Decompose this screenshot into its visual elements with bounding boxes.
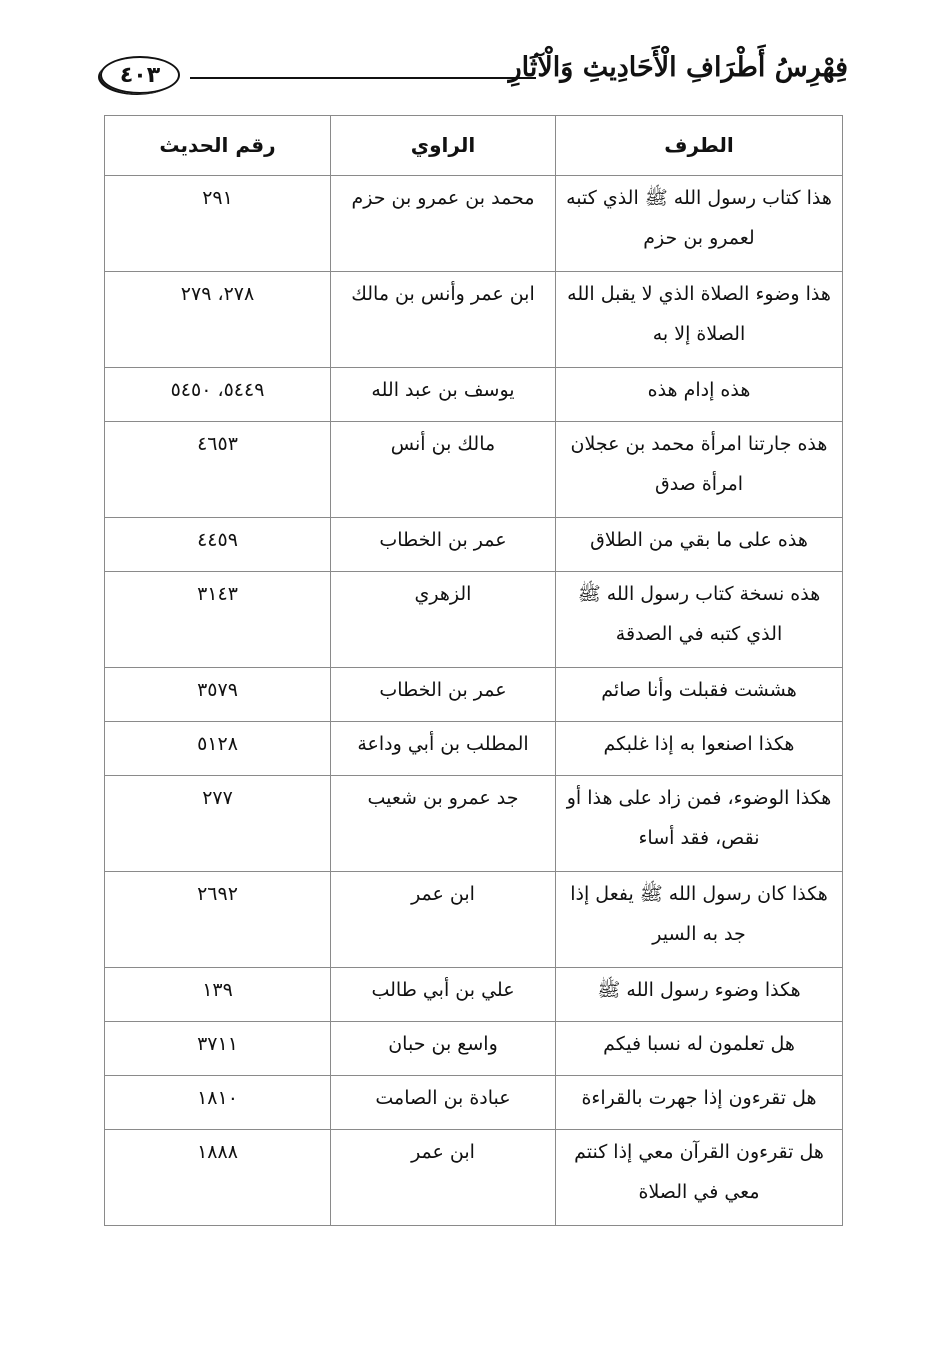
cell-tarf: هذا كتاب رسول الله ﷺ الذي كتبه لعمرو بن حزم [556, 176, 843, 272]
cell-tarf: هذا وضوء الصلاة الذي لا يقبل الله الصلاة إلا به [556, 272, 843, 368]
cell-rawi: عمر بن الخطاب [331, 668, 556, 722]
table-row [105, 176, 843, 272]
table-row [105, 872, 843, 968]
cell-rawi: المطلب بن أبي وداعة [331, 722, 556, 776]
cell-hadith-number: ٢٩١ [105, 176, 331, 272]
cell-tarf: هكذا اصنعوا به إذا غلبكم [556, 722, 843, 776]
cell-hadith-number: ١٨٨٨ [105, 1130, 331, 1226]
cell-tarf: هكذا الوضوء، فمن زاد على هذا أو نقص، فقد أساء [556, 776, 843, 872]
cell-rawi: محمد بن عمرو بن حزم [331, 176, 556, 272]
table-header-row [105, 116, 843, 176]
cell-tarf: هذه إدام هذه [556, 368, 843, 422]
cell-tarf: هل تعلمون له نسبا فيكم [556, 1022, 843, 1076]
cell-rawi: مالك بن أنس [331, 422, 556, 518]
cell-tarf: هكذا وضوء رسول الله ﷺ [556, 968, 843, 1022]
cell-tarf: هذه نسخة كتاب رسول الله ﷺ الذي كتبه في الصدقة [556, 572, 843, 668]
cell-hadith-number: ٢٧٧ [105, 776, 331, 872]
column-header-rawi: الراوي [331, 116, 556, 176]
cell-hadith-number: ١٨١٠ [105, 1076, 331, 1130]
cell-hadith-number: ٤٦٥٣ [105, 422, 331, 518]
cell-tarf: هكذا كان رسول الله ﷺ يفعل إذا جد به السير [556, 872, 843, 968]
cell-rawi: ابن عمر [331, 1130, 556, 1226]
cell-hadith-number: ٥١٢٨ [105, 722, 331, 776]
header-rule [190, 77, 536, 79]
table-row [105, 572, 843, 668]
cell-hadith-number: ٥٤٤٩، ٥٤٥٠ [105, 368, 331, 422]
hadith-index-table [104, 115, 843, 1226]
cell-rawi: عمر بن الخطاب [331, 518, 556, 572]
table-row [105, 668, 843, 722]
cell-rawi: جد عمرو بن شعيب [331, 776, 556, 872]
table-row [105, 422, 843, 518]
table-row [105, 968, 843, 1022]
cell-hadith-number: ٢٦٩٢ [105, 872, 331, 968]
table-row [105, 1130, 843, 1226]
cell-tarf: هششت فقبلت وأنا صائم [556, 668, 843, 722]
cell-rawi: علي بن أبي طالب [331, 968, 556, 1022]
cell-rawi: ابن عمر وأنس بن مالك [331, 272, 556, 368]
cell-hadith-number: ٢٧٨، ٢٧٩ [105, 272, 331, 368]
cell-rawi: يوسف بن عبد الله [331, 368, 556, 422]
running-title: فِهْرِسُ أَطْرَافِ الْأَحَادِيثِ وَالْآثَارِ [508, 52, 848, 83]
cell-hadith-number: ٣١٤٣ [105, 572, 331, 668]
page-number: ٤٠٣ [100, 56, 180, 94]
cell-tarf: هل تقرءون إذا جهرت بالقراءة [556, 1076, 843, 1130]
cell-hadith-number: ٣٥٧٩ [105, 668, 331, 722]
cell-rawi: واسع بن حبان [331, 1022, 556, 1076]
page-header [100, 50, 848, 100]
cell-hadith-number: ٤٤٥٩ [105, 518, 331, 572]
table-row [105, 368, 843, 422]
column-header-number: رقم الحديث [105, 116, 331, 176]
column-header-tarf: الطرف [556, 116, 843, 176]
cell-tarf: هل تقرءون القرآن معي إذا كنتم معي في الصلاة [556, 1130, 843, 1226]
table-row [105, 272, 843, 368]
cell-rawi: ابن عمر [331, 872, 556, 968]
cell-hadith-number: ٣٧١١ [105, 1022, 331, 1076]
cell-tarf: هذه على ما بقي من الطلاق [556, 518, 843, 572]
table-row [105, 1076, 843, 1130]
cell-rawi: الزهري [331, 572, 556, 668]
table-row [105, 722, 843, 776]
cell-tarf: هذه جارتنا امرأة محمد بن عجلان امرأة صدق [556, 422, 843, 518]
cell-rawi: عبادة بن الصامت [331, 1076, 556, 1130]
table-row [105, 518, 843, 572]
table-row [105, 776, 843, 872]
cell-hadith-number: ١٣٩ [105, 968, 331, 1022]
table-body [105, 176, 843, 1226]
table-row [105, 1022, 843, 1076]
